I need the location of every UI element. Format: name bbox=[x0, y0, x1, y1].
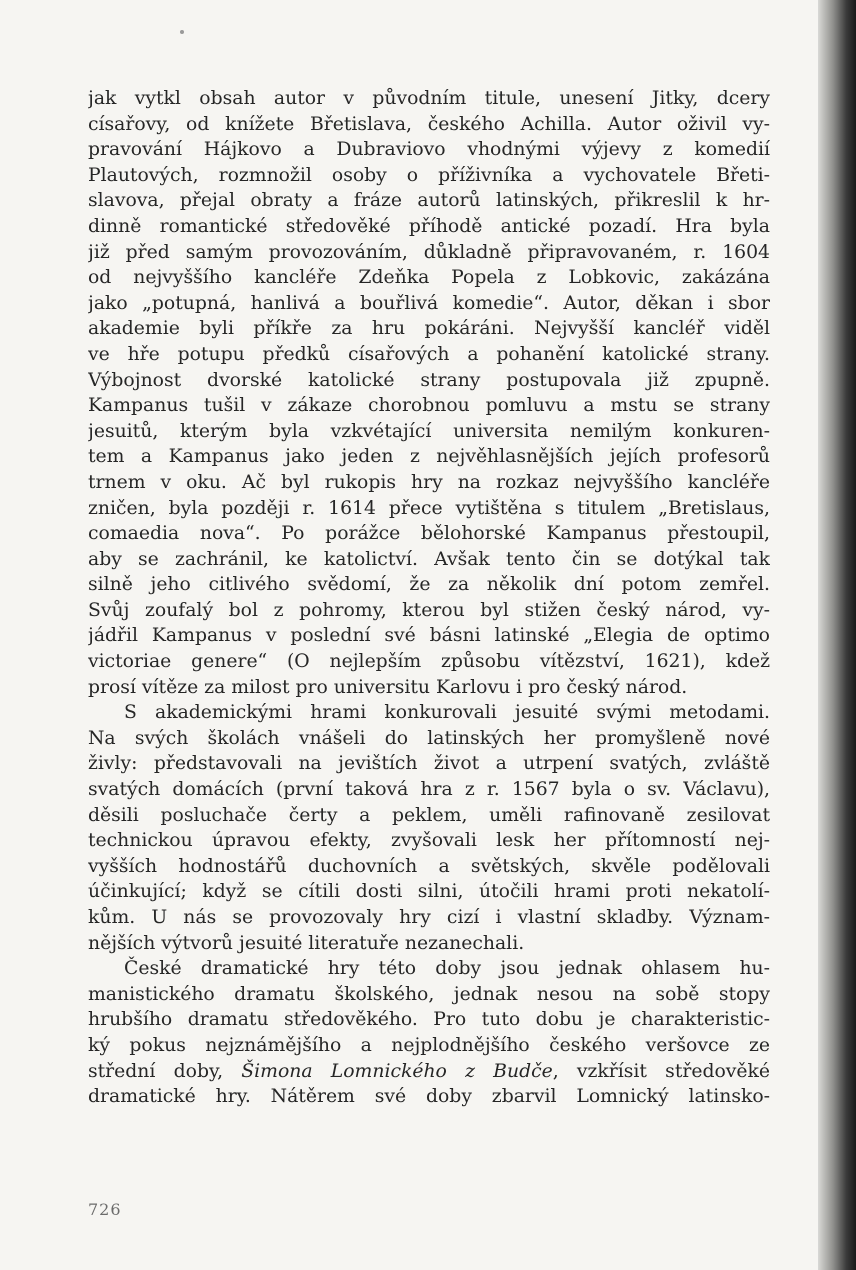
text-line: prosí vítěze za milost pro universitu Karlovu i pro český národ. bbox=[88, 676, 688, 698]
page-number: 726 bbox=[88, 1200, 122, 1219]
text-line: dramatické hry. Nátěrem své doby zbarvil Lomnický latinsko- bbox=[88, 1086, 770, 1108]
text-line: účinkující; když se cítili dosti silni, útočili hrami proti nekatolí- bbox=[88, 881, 770, 903]
text-line: nějších výtvorů jesuité literatuře nezanechali. bbox=[88, 932, 525, 954]
text-line: Kampanus tušil v zákaze chorobnou pomluvu a mstu se strany bbox=[88, 395, 770, 417]
print-speck bbox=[180, 30, 184, 34]
text-line: technickou úpravou efekty, zvyšovali lesk her přítomností nej- bbox=[88, 830, 770, 852]
book-gutter-shadow bbox=[818, 0, 856, 1270]
text-line: svatých domácích (první taková hra z r. 1567 byla o sv. Václavu), bbox=[88, 779, 770, 801]
text-line: jako „potupná, hanlivá a bouřlivá komedie“. Autor, děkan i sbor bbox=[88, 292, 770, 314]
text-line-paragraph-start: S akademickými hrami konkurovali jesuité svými metodami. bbox=[124, 702, 770, 724]
text-line: zničen, byla později r. 1614 přece vytištěna s titulem „Bretislaus, bbox=[88, 497, 770, 519]
body-text bbox=[88, 86, 770, 1110]
text-line: trnem v oku. Ač byl rukopis hry na rozkaz nejvyššího kancléře bbox=[88, 471, 770, 493]
author-name-italic: Šimona Lomnického z Budče bbox=[241, 1060, 553, 1082]
text-line: pravování Hájkovo a Dubraviovo vhodnými výjevy z komedií bbox=[88, 139, 770, 161]
text-line: Na svých školách vnášeli do latinských her promyšleně nové bbox=[88, 727, 770, 749]
text-line: hrubšího dramatu středověkého. Pro tuto dobu je charakteristic- bbox=[88, 1009, 770, 1031]
text-line: děsili posluchače čerty a peklem, uměli rafinovaně zesilovat bbox=[88, 804, 770, 826]
text-segment: střední doby, bbox=[88, 1060, 242, 1082]
text-line: od nejvyššího kancléře Zdeňka Popela z Lobkovic, zakázána bbox=[88, 267, 770, 289]
text-line-paragraph-start: České dramatické hry této doby jsou jednak ohlasem hu- bbox=[124, 958, 770, 980]
text-line: již před samým provozováním, důkladně připravovaném, r. 1604 bbox=[88, 241, 770, 263]
text-line: jak vytkl obsah autor v původním titule, unesení Jitky, dcery bbox=[88, 88, 770, 109]
text-line: victoriae genere“ (O nejlepším způsobu vítězství, 1621), kdež bbox=[88, 651, 770, 673]
text-line: manistického dramatu školského, jednak nesou na sobě stopy bbox=[88, 983, 770, 1005]
text-line: kům. U nás se provozovaly hry cizí i vlastní skladby. Význam- bbox=[88, 907, 770, 928]
text-line-with-italic-name bbox=[88, 1059, 770, 1085]
text-line: jádřil Kampanus v poslední své básni latinské „Elegia de optimo bbox=[88, 625, 770, 647]
text-line: ký pokus nejznámějšího a nejplodnějšího českého veršovce ze bbox=[88, 1034, 770, 1056]
text-line: akademie byli příkře za hru pokáráni. Nejvyšší kancléř viděl bbox=[88, 318, 770, 340]
text-line: Plautových, rozmnožil osoby o příživníka a vychovatele Břeti- bbox=[88, 164, 770, 186]
text-line: silně jeho citlivého svědomí, že za několik dní potom zemřel. bbox=[88, 574, 770, 596]
text-line: vyšších hodnostářů duchovních a světských, skvěle podělovali bbox=[88, 855, 770, 877]
text-line: císařovy, od knížete Břetislava, českého Achilla. Autor oživil vy- bbox=[88, 113, 770, 135]
text-line: slavova, přejal obraty a fráze autorů latinských, přikreslil k hr- bbox=[88, 190, 770, 212]
text-line: jesuitů, kterým byla vzkvétající universita nemilým konkuren- bbox=[88, 420, 770, 442]
text-line: comaedia nova“. Po porážce bělohorské Kampanus přestoupil, bbox=[88, 523, 770, 545]
text-line: živly: představovali na jevištích život a utrpení svatých, zvláště bbox=[88, 753, 770, 775]
text-line: Výbojnost dvorské katolické strany postupovala již zpupně. bbox=[88, 369, 770, 391]
text-line: dinně romantické středověké příhodě antické pozadí. Hra byla bbox=[88, 215, 770, 237]
text-line: Svůj zoufalý bol z pohromy, kterou byl stižen český národ, vy- bbox=[88, 599, 770, 621]
text-line: tem a Kampanus jako jeden z nejvěhlasnějších jejích profesorů bbox=[88, 446, 770, 468]
text-line: ve hře potupu předků císařových a pohanění katolické strany. bbox=[88, 343, 770, 365]
text-line: aby se zachránil, ke katolictví. Avšak tento čin se dotýkal tak bbox=[88, 548, 770, 570]
text-segment: , vzkřísit středověké bbox=[552, 1060, 770, 1082]
